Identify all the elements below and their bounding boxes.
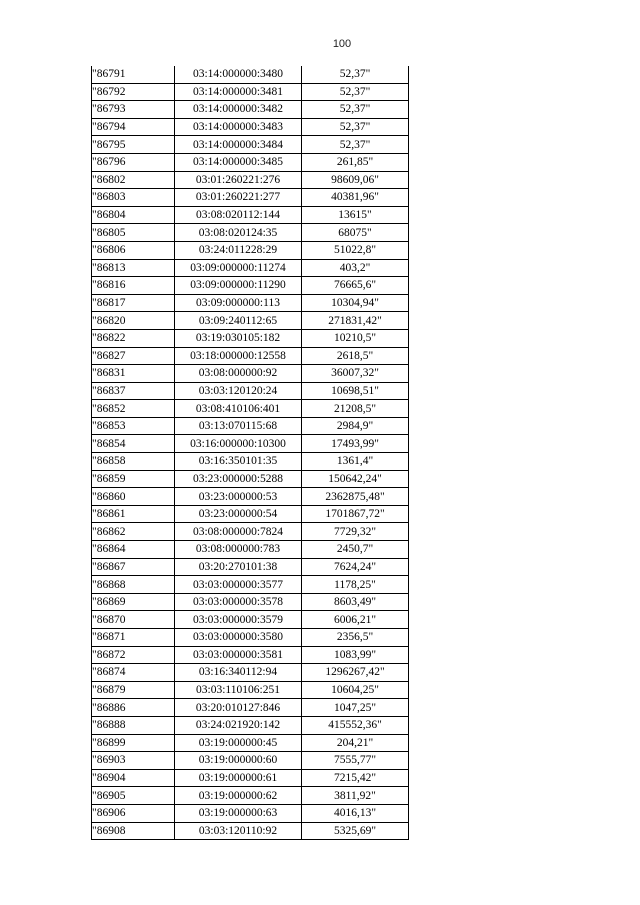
value-cell: 51022,8" <box>302 241 409 259</box>
table-row <box>92 611 409 629</box>
record-id-cell: "86805 <box>92 224 175 242</box>
value-cell: 7729,32" <box>302 523 409 541</box>
value-cell: 13615" <box>302 206 409 224</box>
cadastral-number-cell: 03:14:000000:3483 <box>175 118 302 136</box>
cadastral-number-cell: 03:08:000000:92 <box>175 365 302 383</box>
table-row <box>92 488 409 506</box>
table-row <box>92 576 409 594</box>
value-cell: 8603,49" <box>302 593 409 611</box>
cadastral-number-cell: 03:09:000000:11290 <box>175 277 302 295</box>
cadastral-number-cell: 03:01:260221:276 <box>175 171 302 189</box>
cadastral-number-cell: 03:03:000000:3579 <box>175 611 302 629</box>
value-cell: 2356,5" <box>302 629 409 647</box>
cadastral-number-cell: 03:03:120110:92 <box>175 822 302 840</box>
record-id-cell: "86796 <box>92 153 175 171</box>
value-cell: 7215,42" <box>302 769 409 787</box>
record-id-cell: "86791 <box>92 66 175 83</box>
record-id-cell: "86854 <box>92 435 175 453</box>
cadastral-number-cell: 03:03:110106:251 <box>175 681 302 699</box>
value-cell: 1047,25" <box>302 699 409 717</box>
value-cell: 2450,7" <box>302 541 409 559</box>
record-id-cell: "86861 <box>92 505 175 523</box>
record-id-cell: "86816 <box>92 277 175 295</box>
record-id-cell: "86806 <box>92 241 175 259</box>
value-cell: 2984,9" <box>302 417 409 435</box>
record-id-cell: "86886 <box>92 699 175 717</box>
value-cell: 4016,13" <box>302 804 409 822</box>
table-row <box>92 716 409 734</box>
value-cell: 98609,06" <box>302 171 409 189</box>
cadastral-number-cell: 03:23:000000:54 <box>175 505 302 523</box>
value-cell: 52,37" <box>302 136 409 154</box>
record-id-cell: "86888 <box>92 716 175 734</box>
table-row <box>92 312 409 330</box>
record-id-cell: "86871 <box>92 629 175 647</box>
value-cell: 2362875,48" <box>302 488 409 506</box>
cadastral-number-cell: 03:19:030105:182 <box>175 329 302 347</box>
record-id-cell: "86804 <box>92 206 175 224</box>
value-cell: 21208,5" <box>302 400 409 418</box>
record-id-cell: "86802 <box>92 171 175 189</box>
record-id-cell: "86879 <box>92 681 175 699</box>
data-table <box>91 66 409 840</box>
cadastral-number-cell: 03:19:000000:63 <box>175 804 302 822</box>
table-row <box>92 629 409 647</box>
record-id-cell: "86792 <box>92 83 175 101</box>
record-id-cell: "86831 <box>92 365 175 383</box>
table-row <box>92 347 409 365</box>
cadastral-number-cell: 03:16:000000:10300 <box>175 435 302 453</box>
record-id-cell: "86813 <box>92 259 175 277</box>
cadastral-number-cell: 03:16:350101:35 <box>175 453 302 471</box>
table-row <box>92 752 409 770</box>
cadastral-number-cell: 03:14:000000:3484 <box>175 136 302 154</box>
cadastral-number-cell: 03:13:070115:68 <box>175 417 302 435</box>
record-id-cell: "86872 <box>92 646 175 664</box>
table-row <box>92 382 409 400</box>
cadastral-number-cell: 03:14:000000:3481 <box>175 83 302 101</box>
table-row <box>92 523 409 541</box>
cadastral-number-cell: 03:03:120120:24 <box>175 382 302 400</box>
record-id-cell: "86837 <box>92 382 175 400</box>
value-cell: 52,37" <box>302 66 409 83</box>
cadastral-number-cell: 03:14:000000:3482 <box>175 101 302 119</box>
table-row <box>92 329 409 347</box>
value-cell: 2618,5" <box>302 347 409 365</box>
value-cell: 68075" <box>302 224 409 242</box>
record-id-cell: "86874 <box>92 664 175 682</box>
table-row <box>92 787 409 805</box>
table-row <box>92 664 409 682</box>
cadastral-number-cell: 03:09:240112:65 <box>175 312 302 330</box>
record-id-cell: "86803 <box>92 189 175 207</box>
table-row <box>92 435 409 453</box>
record-id-cell: "86870 <box>92 611 175 629</box>
value-cell: 261,85" <box>302 153 409 171</box>
table-row <box>92 259 409 277</box>
record-id-cell: "86858 <box>92 453 175 471</box>
table-row <box>92 804 409 822</box>
value-cell: 204,21" <box>302 734 409 752</box>
value-cell: 7624,24" <box>302 558 409 576</box>
cadastral-number-cell: 03:03:000000:3577 <box>175 576 302 594</box>
cadastral-number-cell: 03:09:000000:11274 <box>175 259 302 277</box>
table-row <box>92 541 409 559</box>
table-row <box>92 153 409 171</box>
value-cell: 1361,4" <box>302 453 409 471</box>
table-row <box>92 734 409 752</box>
cadastral-number-cell: 03:19:000000:45 <box>175 734 302 752</box>
record-id-cell: "86904 <box>92 769 175 787</box>
table-row <box>92 681 409 699</box>
table-row <box>92 453 409 471</box>
table-row <box>92 593 409 611</box>
value-cell: 52,37" <box>302 118 409 136</box>
cadastral-number-cell: 03:01:260221:277 <box>175 189 302 207</box>
cadastral-number-cell: 03:19:000000:62 <box>175 787 302 805</box>
table-row <box>92 294 409 312</box>
cadastral-number-cell: 03:16:340112:94 <box>175 664 302 682</box>
record-id-cell: "86869 <box>92 593 175 611</box>
table-row <box>92 171 409 189</box>
cadastral-number-cell: 03:03:000000:3580 <box>175 629 302 647</box>
value-cell: 10604,25" <box>302 681 409 699</box>
cadastral-number-cell: 03:03:000000:3581 <box>175 646 302 664</box>
value-cell: 52,37" <box>302 83 409 101</box>
cadastral-number-cell: 03:18:000000:12558 <box>175 347 302 365</box>
value-cell: 10210,5" <box>302 329 409 347</box>
table-body <box>92 66 409 840</box>
cadastral-number-cell: 03:08:000000:7824 <box>175 523 302 541</box>
page-number: 100 <box>332 38 352 50</box>
table-row <box>92 136 409 154</box>
record-id-cell: "86794 <box>92 118 175 136</box>
cadastral-number-cell: 03:24:021920:142 <box>175 716 302 734</box>
record-id-cell: "86903 <box>92 752 175 770</box>
table-row <box>92 400 409 418</box>
record-id-cell: "86859 <box>92 470 175 488</box>
table-row <box>92 558 409 576</box>
record-id-cell: "86908 <box>92 822 175 840</box>
value-cell: 17493,99" <box>302 435 409 453</box>
table-row <box>92 206 409 224</box>
table-row <box>92 470 409 488</box>
table-row <box>92 822 409 840</box>
value-cell: 10698,51" <box>302 382 409 400</box>
value-cell: 1083,99" <box>302 646 409 664</box>
cadastral-number-cell: 03:20:270101:38 <box>175 558 302 576</box>
table-row <box>92 699 409 717</box>
cadastral-number-cell: 03:19:000000:61 <box>175 769 302 787</box>
value-cell: 403,2" <box>302 259 409 277</box>
table-row <box>92 189 409 207</box>
record-id-cell: "86860 <box>92 488 175 506</box>
record-id-cell: "86793 <box>92 101 175 119</box>
value-cell: 150642,24" <box>302 470 409 488</box>
record-id-cell: "86905 <box>92 787 175 805</box>
record-id-cell: "86906 <box>92 804 175 822</box>
value-cell: 5325,69" <box>302 822 409 840</box>
table-row <box>92 83 409 101</box>
record-id-cell: "86899 <box>92 734 175 752</box>
cadastral-number-cell: 03:08:020112:144 <box>175 206 302 224</box>
value-cell: 271831,42" <box>302 312 409 330</box>
record-id-cell: "86817 <box>92 294 175 312</box>
record-id-cell: "86795 <box>92 136 175 154</box>
value-cell: 1178,25" <box>302 576 409 594</box>
table-row <box>92 277 409 295</box>
record-id-cell: "86822 <box>92 329 175 347</box>
value-cell: 40381,96" <box>302 189 409 207</box>
cadastral-number-cell: 03:23:000000:53 <box>175 488 302 506</box>
cadastral-number-cell: 03:14:000000:3480 <box>175 66 302 83</box>
record-id-cell: "86827 <box>92 347 175 365</box>
value-cell: 10304,94" <box>302 294 409 312</box>
value-cell: 52,37" <box>302 101 409 119</box>
cadastral-number-cell: 03:08:000000:783 <box>175 541 302 559</box>
cadastral-number-cell: 03:08:410106:401 <box>175 400 302 418</box>
cadastral-number-cell: 03:23:000000:5288 <box>175 470 302 488</box>
table-row <box>92 505 409 523</box>
table-row <box>92 769 409 787</box>
cadastral-number-cell: 03:24:011228:29 <box>175 241 302 259</box>
record-id-cell: "86862 <box>92 523 175 541</box>
cadastral-number-cell: 03:03:000000:3578 <box>175 593 302 611</box>
record-id-cell: "86867 <box>92 558 175 576</box>
cadastral-number-cell: 03:08:020124:35 <box>175 224 302 242</box>
value-cell: 76665,6" <box>302 277 409 295</box>
value-cell: 7555,77" <box>302 752 409 770</box>
value-cell: 3811,92" <box>302 787 409 805</box>
record-id-cell: "86853 <box>92 417 175 435</box>
value-cell: 1701867,72" <box>302 505 409 523</box>
record-id-cell: "86868 <box>92 576 175 594</box>
cadastral-number-cell: 03:09:000000:113 <box>175 294 302 312</box>
table-row <box>92 224 409 242</box>
table-row <box>92 101 409 119</box>
value-cell: 6006,21" <box>302 611 409 629</box>
value-cell: 36007,32" <box>302 365 409 383</box>
table-row <box>92 417 409 435</box>
cadastral-number-cell: 03:20:010127:846 <box>175 699 302 717</box>
table-row <box>92 241 409 259</box>
record-id-cell: "86820 <box>92 312 175 330</box>
record-id-cell: "86864 <box>92 541 175 559</box>
cadastral-number-cell: 03:14:000000:3485 <box>175 153 302 171</box>
table-row <box>92 365 409 383</box>
value-cell: 415552,36" <box>302 716 409 734</box>
table-row <box>92 646 409 664</box>
cadastral-number-cell: 03:19:000000:60 <box>175 752 302 770</box>
table-row <box>92 66 409 83</box>
value-cell: 1296267,42" <box>302 664 409 682</box>
table-row <box>92 118 409 136</box>
record-id-cell: "86852 <box>92 400 175 418</box>
